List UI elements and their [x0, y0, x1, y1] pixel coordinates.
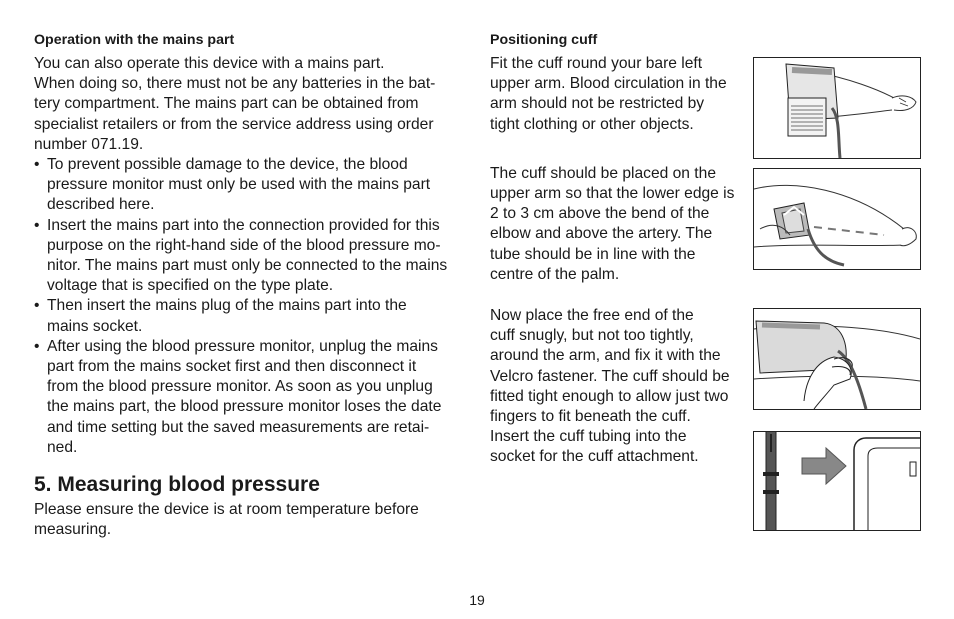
text-line: 2 to 3 cm above the bend of the [490, 205, 710, 223]
page-number: 19 [469, 592, 485, 608]
paragraph-velcro [490, 306, 750, 468]
text-line: arm should not be restricted by [490, 95, 705, 113]
text-line: Then insert the mains plug of the mains part into the [47, 297, 407, 315]
text-line: Insert the cuff tubing into the [490, 428, 687, 446]
cuff-position-illustration [753, 168, 921, 270]
mains-bullet-list [34, 155, 474, 458]
text-line: Please ensure the device is at room temperature before [34, 501, 419, 519]
bullet-item [34, 155, 474, 216]
text-line: Velcro fastener. The cuff should be [490, 367, 730, 385]
text-line: socket for the cuff attachment. [490, 448, 699, 466]
text-line: tube should be in line with the [490, 245, 696, 263]
text-line: part from the mains socket first and then disconnect it [47, 358, 417, 376]
text-line: tight clothing or other objects. [490, 115, 694, 133]
text-line: pressure monitor must only be used with the mains part [47, 176, 431, 194]
text-line: The cuff should be placed on the [490, 164, 716, 182]
text-line: tery compartment. The mains part can be obtained from [34, 95, 419, 113]
text-line: After using the blood pressure monitor, unplug the mains [47, 337, 438, 355]
text-line: ned. [47, 438, 78, 456]
text-line: To prevent possible damage to the device, the blood [47, 156, 408, 174]
text-line: cuff snugly, but not too tightly, [490, 327, 694, 345]
tube-insertion-illustration [753, 431, 921, 531]
text-line: Insert the mains part into the connection provided for this [47, 216, 440, 234]
bullet-item [34, 216, 474, 297]
text-line: Now place the free end of the [490, 307, 694, 325]
paragraph-cuff-placement [490, 164, 750, 285]
text-line: You can also operate this device with a mains part. [34, 55, 385, 72]
text-line: fingers to fit beneath the cuff. [490, 408, 691, 426]
text-line: elbow and above the artery. The [490, 225, 713, 243]
text-line: around the arm, and fix it with the [490, 347, 721, 365]
text-line: from the blood pressure monitor. As soon as you unplug [47, 378, 433, 396]
mains-intro [34, 54, 474, 155]
text-line: When doing so, there must not be any batteries in the bat- [34, 75, 436, 93]
cuff-on-arm-illustration [753, 57, 921, 159]
right-column [490, 30, 750, 468]
text-line: nitor. The mains part must only be connected to the mains [47, 257, 448, 275]
text-line: Fit the cuff round your bare left [490, 55, 703, 72]
text-line: purpose on the right-hand side of the blood pressure mo- [47, 236, 441, 254]
left-column [34, 30, 474, 540]
text-line: measuring. [34, 521, 112, 539]
text-line: specialist retailers or from the service address using order [34, 115, 434, 133]
paragraph-fit-cuff [490, 54, 750, 135]
text-line: mains socket. [47, 317, 143, 335]
text-line: upper arm so that the lower edge is [490, 185, 735, 203]
section-intro [34, 500, 474, 540]
bullet-item [34, 337, 474, 458]
velcro-fastening-illustration [753, 308, 921, 410]
text-line: and time setting but the saved measurements are retai- [47, 418, 430, 436]
text-line: upper arm. Blood circulation in the [490, 75, 727, 93]
text-line: number 071.19. [34, 135, 144, 153]
mains-heading: Operation with the mains part [34, 32, 235, 48]
bullet-item [34, 296, 474, 336]
text-line: the mains part, the blood pressure monitor loses the date [47, 398, 442, 416]
section-title: 5. Measuring blood pressure [34, 473, 320, 497]
text-line: centre of the palm. [490, 265, 620, 283]
text-line: voltage that is specified on the type plate. [47, 277, 334, 295]
text-line: described here. [47, 196, 155, 214]
text-line: fitted tight enough to allow just two [490, 387, 729, 405]
positioning-heading: Positioning cuff [490, 32, 598, 48]
